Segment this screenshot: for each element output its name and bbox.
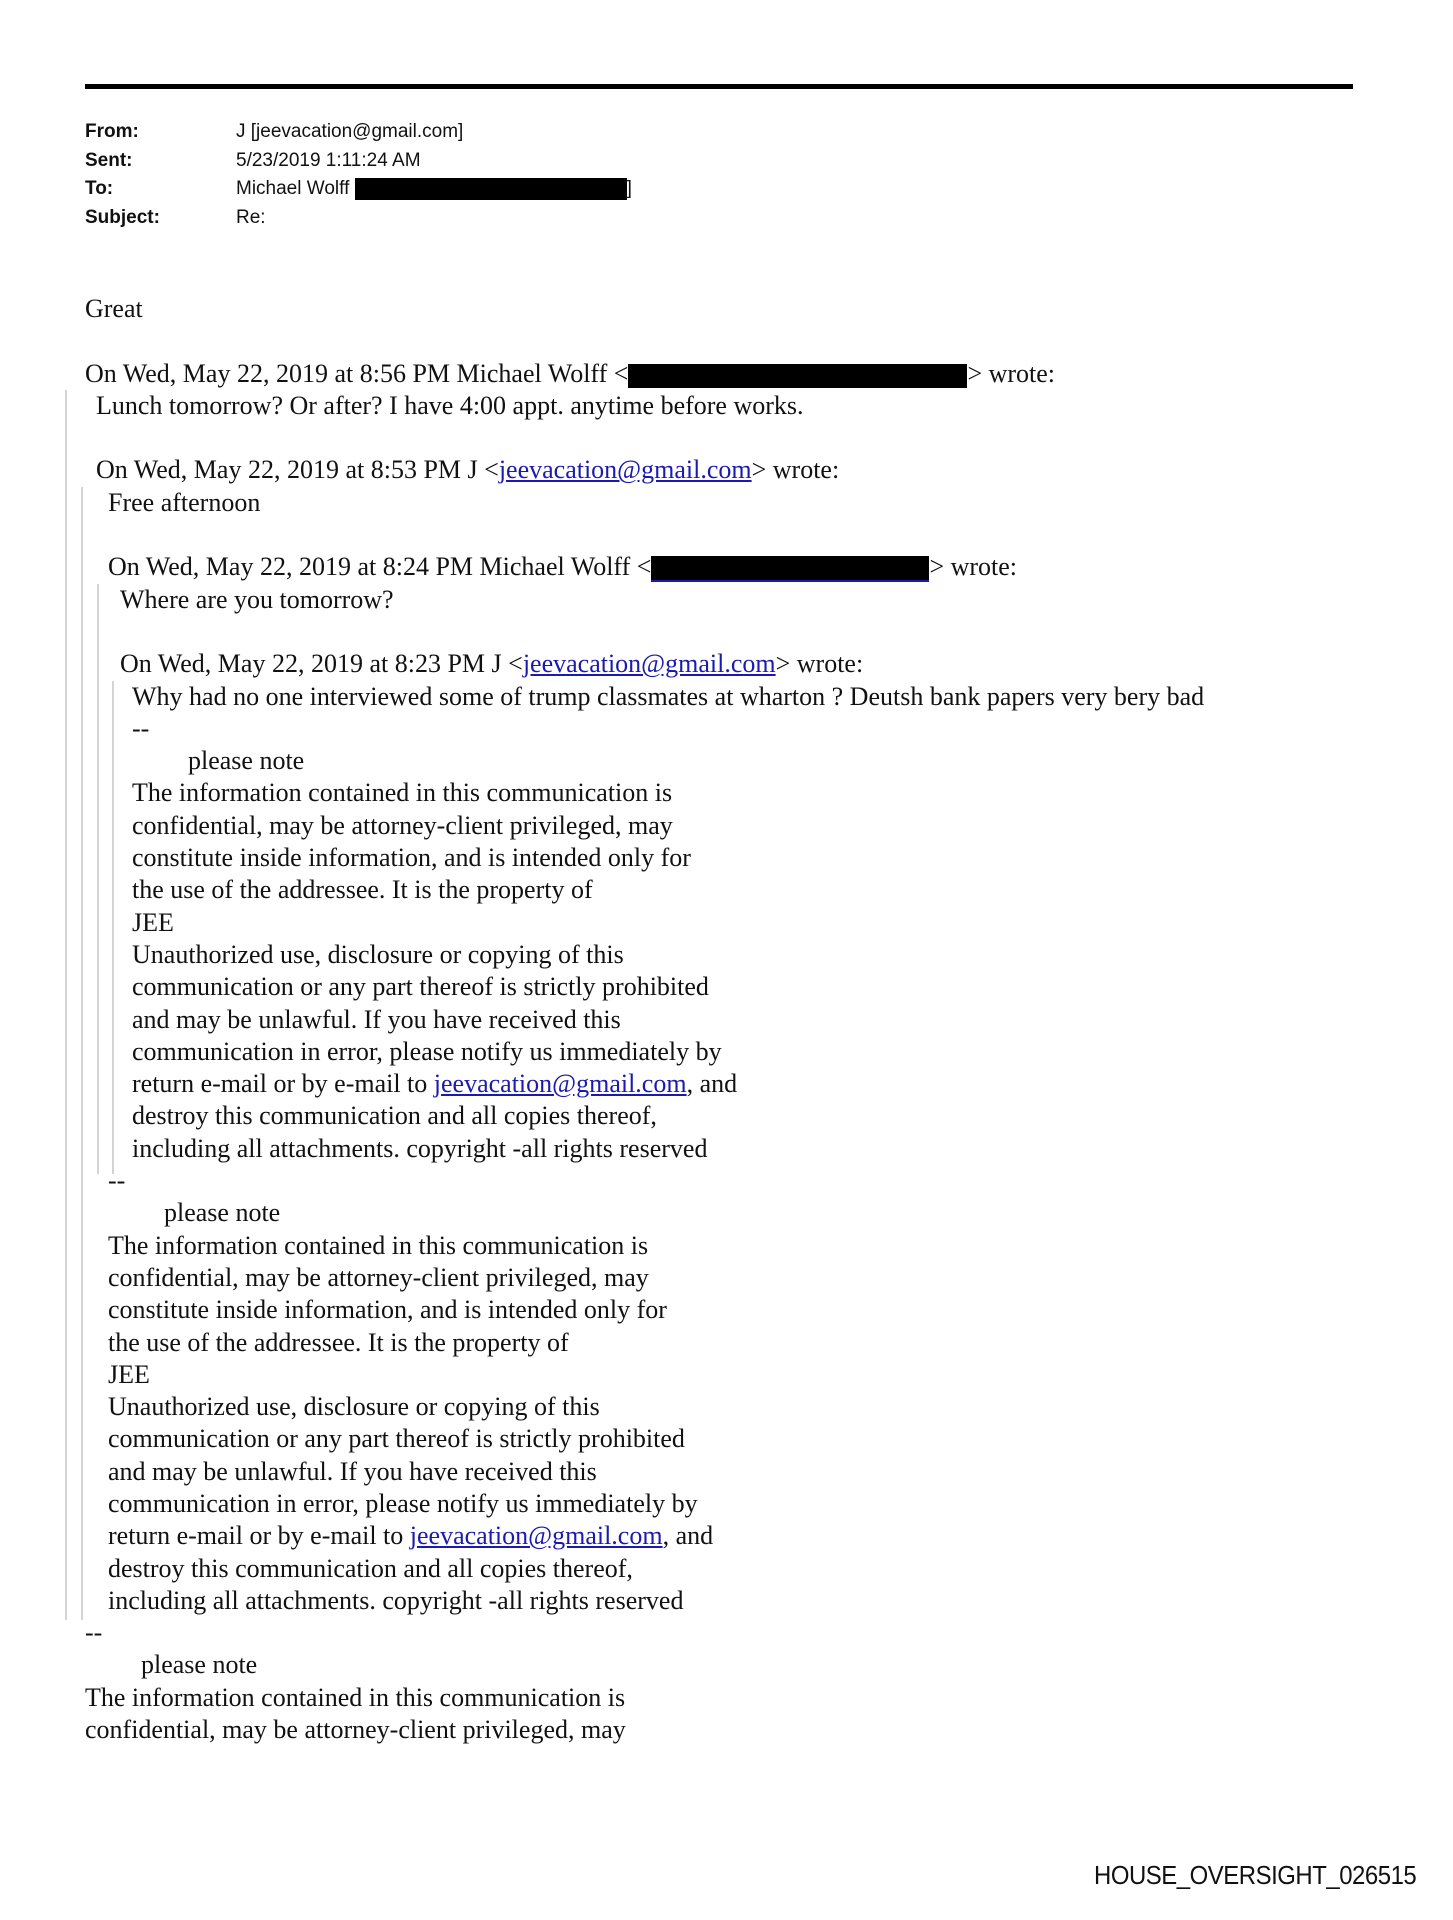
- line-text: and may be unlawful. If you have received this: [108, 1456, 597, 1486]
- subject-value: Re:: [236, 206, 266, 228]
- subject-label: Subject:: [85, 206, 160, 228]
- line-text: , and: [662, 1521, 714, 1551]
- body-line: [0, 939, 1204, 971]
- line-text: > wrote:: [967, 358, 1056, 388]
- line-text: including all attachments. copyright -all rights reserved: [132, 1133, 708, 1163]
- line-text: --: [132, 713, 150, 743]
- line-text: --: [108, 1166, 126, 1196]
- line-text: On Wed, May 22, 2019 at 8:24 PM Michael Wolff <: [108, 552, 652, 582]
- blank-line: [0, 325, 1204, 357]
- line-text: Unauthorized use, disclosure or copying of this: [108, 1392, 600, 1422]
- body-line: [0, 1100, 1204, 1132]
- line-text: Where are you tomorrow?: [120, 584, 394, 614]
- body-line: [0, 681, 1204, 713]
- body-line: [0, 487, 1204, 519]
- body-line: [0, 1649, 1204, 1681]
- redaction-box: [355, 178, 627, 200]
- to-value-wrap: [236, 175, 632, 204]
- body-line: [0, 1617, 1204, 1649]
- body-line: [0, 1714, 1204, 1746]
- line-text: communication or any part thereof is strictly prohibited: [108, 1424, 685, 1454]
- body-line: [0, 1423, 1204, 1455]
- line-text: > wrote:: [775, 649, 864, 679]
- line-text: The information contained in this communication is: [85, 1682, 626, 1712]
- to-value: Michael Wolff: [236, 178, 350, 199]
- line-text: the use of the addressee. It is the property of: [132, 875, 593, 905]
- body-line: [0, 454, 1204, 486]
- body-line: [0, 551, 1204, 583]
- body-line: [0, 1294, 1204, 1326]
- body-line: [0, 874, 1204, 906]
- email-body: [0, 293, 1204, 1746]
- blank-line: [0, 422, 1204, 454]
- body-line: [0, 713, 1204, 745]
- line-text: constitute inside information, and is intended only for: [132, 843, 691, 873]
- body-line: [0, 584, 1204, 616]
- line-text: return e-mail or by e-mail to: [132, 1069, 434, 1099]
- body-line: [0, 1133, 1204, 1165]
- body-line: [0, 358, 1204, 390]
- blank-line: [0, 519, 1204, 551]
- line-text: --: [85, 1618, 103, 1648]
- body-line: [0, 1327, 1204, 1359]
- line-text: On Wed, May 22, 2019 at 8:56 PM Michael Wolff <: [85, 358, 629, 388]
- email-link[interactable]: jeevacation@gmail.com: [522, 649, 776, 679]
- body-line: [0, 1004, 1204, 1036]
- email-link[interactable]: jeevacation@gmail.com: [409, 1521, 663, 1551]
- line-text: confidential, may be attorney-client privileged, may: [85, 1715, 626, 1745]
- body-line: [0, 390, 1204, 422]
- body-line: [0, 907, 1204, 939]
- redaction-box: [628, 364, 967, 388]
- body-line: [0, 1262, 1204, 1294]
- body-line: [0, 1682, 1204, 1714]
- redaction-box[interactable]: [651, 556, 929, 582]
- body-line: [0, 1520, 1204, 1552]
- to-suffix: ]: [626, 178, 632, 199]
- body-line: [0, 1585, 1204, 1617]
- from-label: From:: [85, 121, 139, 142]
- line-text: constitute inside information, and is intended only for: [108, 1295, 667, 1325]
- body-line: [0, 1553, 1204, 1585]
- line-text: On Wed, May 22, 2019 at 8:53 PM J <: [96, 455, 499, 485]
- body-line: [0, 1197, 1204, 1229]
- body-line: [0, 1230, 1204, 1262]
- line-text: The information contained in this communication is: [132, 778, 673, 808]
- body-line: [0, 971, 1204, 1003]
- line-text: please note: [141, 1650, 258, 1680]
- blank-line: [0, 616, 1204, 648]
- body-line: [0, 1036, 1204, 1068]
- from-value: J [jeevacation@gmail.com]: [236, 121, 464, 142]
- line-text: JEE: [132, 907, 174, 937]
- line-text: the use of the addressee. It is the property of: [108, 1327, 569, 1357]
- line-text: please note: [164, 1198, 281, 1228]
- line-text: including all attachments. copyright -all rights reserved: [108, 1585, 684, 1615]
- line-text: return e-mail or by e-mail to: [108, 1521, 410, 1551]
- body-line: [0, 810, 1204, 842]
- body-line: [0, 1391, 1204, 1423]
- line-text: > wrote:: [929, 552, 1018, 582]
- line-text: Great: [85, 294, 143, 323]
- line-text: and may be unlawful. If you have received this: [132, 1004, 621, 1034]
- sent-value: 5/23/2019 1:11:24 AM: [236, 149, 421, 171]
- line-text: please note: [188, 746, 305, 776]
- line-text: Free afternoon: [108, 487, 261, 517]
- line-text: JEE: [108, 1359, 150, 1389]
- line-text: Why had no one interviewed some of trump classmates at wharton ? Deutsh bank papers very bery bad: [132, 681, 1205, 711]
- header-rule: [85, 84, 1353, 89]
- body-line: [0, 745, 1204, 777]
- line-text: Lunch tomorrow? Or after? I have 4:00 appt. anytime before works.: [96, 390, 804, 420]
- body-line: [0, 1359, 1204, 1391]
- line-text: > wrote:: [751, 455, 840, 485]
- bates-number: HOUSE_OVERSIGHT_026515: [1093, 1860, 1416, 1890]
- line-text: communication in error, please notify us immediately by: [132, 1036, 722, 1066]
- line-text: communication or any part thereof is strictly prohibited: [132, 972, 709, 1002]
- body-line: [0, 1068, 1204, 1100]
- body-line: [0, 1165, 1204, 1197]
- line-text: The information contained in this communication is: [108, 1230, 649, 1260]
- line-text: communication in error, please notify us immediately by: [108, 1488, 698, 1518]
- body-line: [0, 1456, 1204, 1488]
- email-link[interactable]: jeevacation@gmail.com: [433, 1069, 687, 1099]
- email-link[interactable]: jeevacation@gmail.com: [498, 455, 752, 485]
- line-text: confidential, may be attorney-client privileged, may: [108, 1262, 649, 1292]
- line-text: confidential, may be attorney-client privileged, may: [132, 810, 673, 840]
- body-line: [0, 777, 1204, 809]
- line-text: , and: [686, 1069, 738, 1099]
- body-line: [0, 648, 1204, 680]
- body-line: [0, 293, 1204, 325]
- line-text: destroy this communication and all copies thereof,: [108, 1553, 633, 1583]
- line-text: On Wed, May 22, 2019 at 8:23 PM J <: [120, 649, 523, 679]
- line-text: Unauthorized use, disclosure or copying of this: [132, 939, 624, 969]
- line-text: destroy this communication and all copies thereof,: [132, 1101, 657, 1131]
- body-line: [0, 842, 1204, 874]
- body-line: [0, 1488, 1204, 1520]
- sent-label: Sent:: [85, 149, 133, 171]
- to-label: To:: [85, 178, 114, 199]
